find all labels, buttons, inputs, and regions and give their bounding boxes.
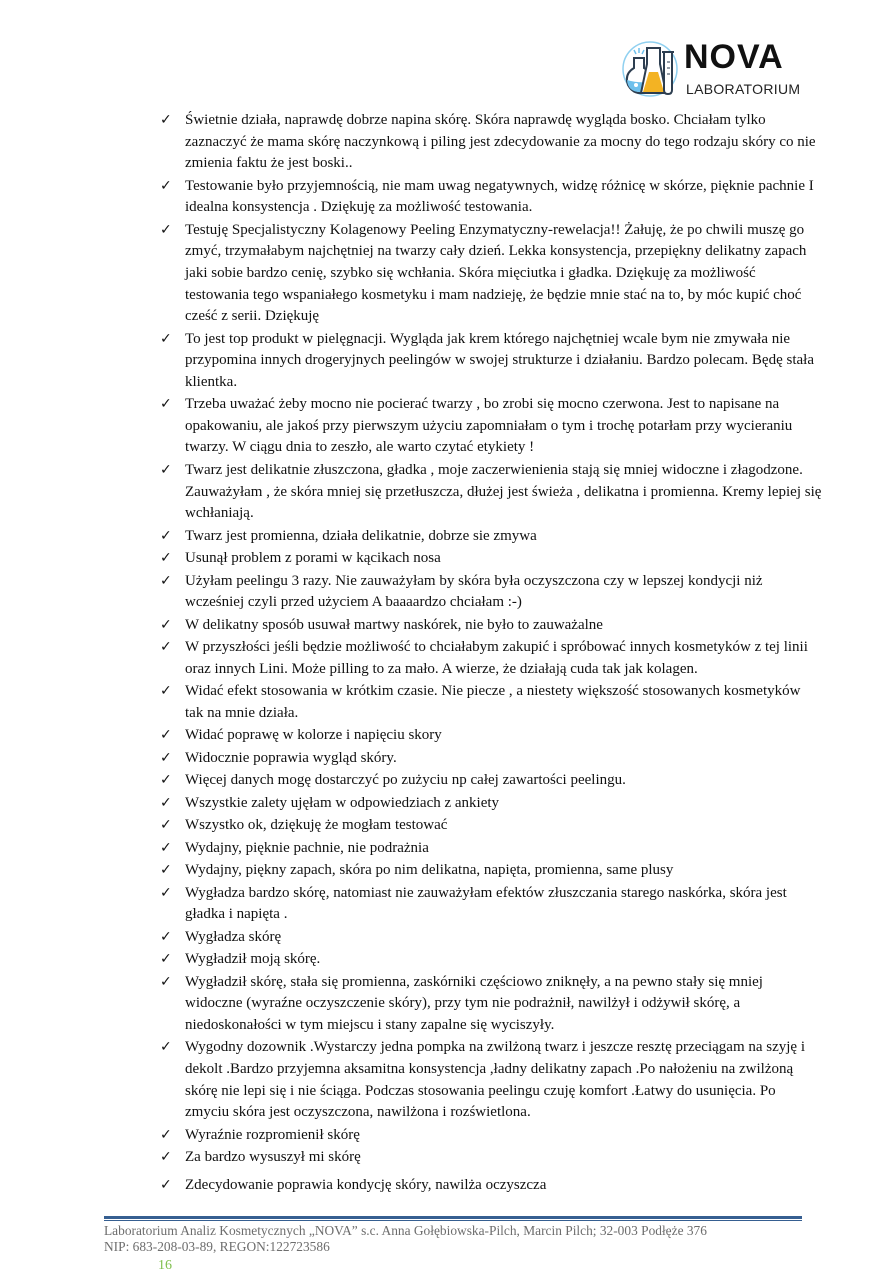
review-item xyxy=(158,1175,822,1197)
checkmark-icon: ✓ xyxy=(160,862,172,879)
review-item xyxy=(158,460,822,525)
checkmark-icon: ✓ xyxy=(160,1126,172,1143)
checkmark-icon: ✓ xyxy=(160,527,172,544)
checkmark-icon: ✓ xyxy=(160,683,172,700)
checkmark-icon: ✓ xyxy=(160,928,172,945)
review-text: Wyraźnie rozpromienił skórę xyxy=(185,1126,360,1143)
review-text: Wydajny, pięknie pachnie, nie podrażnia xyxy=(185,839,429,856)
review-item xyxy=(158,176,822,219)
review-text: Widać efekt stosowania w krótkim czasie. Nie piecze , a niestety większość stosowanych kosmetyków tak na mnie działa. xyxy=(185,683,801,721)
review-text: W delikatny sposób usuwał martwy naskórek, nie było to zauważalne xyxy=(185,616,603,633)
review-item xyxy=(158,860,822,882)
footer-block xyxy=(104,1216,802,1287)
review-text: Twarz jest delikatnie złuszczona, gładka , moje zaczerwienienia stają się mniej widoczne i złagodzone. Zauważyłam , że skóra mniej się przetłuszcza, dłużej jest świeża , delikatna i promienna. Kremy lepiej się wchłaniają. xyxy=(185,461,822,522)
review-text: Wygładził skórę, stała się promienna, zaskórniki częściowo zniknęły, a na pewno stały się mniej widoczne (wyraźne oczyszczenie skóry), przy tym nie podrażnił, nawilżył i odżywił skórę, a niedoskonałości w tym miejscu i stany zapalne się wyciszyły. xyxy=(185,973,763,1033)
review-text: Wygodny dozownik .Wystarczy jedna pompka na zwilżoną twarz i jeszcze resztę przeciągam na szyję i dekolt .Bardzo przyjemna aksamitna konsystencja ,ładny delikatny zapach .Po nałożeniu na zwilżoną skórę nie lepi się i nie ściąga. Podczas stosowania peelingu czuję komfort .Łatwy do usunięcia. Po zmyciu skóra jest oczyszczona, nawilżona i rozświetlona. xyxy=(185,1039,806,1121)
review-item xyxy=(158,110,822,175)
review-text: Wszystkie zalety ujęłam w odpowiedziach z ankiety xyxy=(185,794,500,811)
review-item xyxy=(158,793,822,815)
review-item xyxy=(158,394,822,459)
checkmark-icon: ✓ xyxy=(160,817,172,834)
review-item xyxy=(158,748,822,770)
review-item xyxy=(158,883,822,926)
review-text: Trzeba uważać żeby mocno nie pocierać twarzy , bo zrobi się mocno czerwona. Jest to napisane na opakowaniu, ale jakoś przy pierwszym użyciu zapomniałam o tym i trochę potarłam przy wycieraniu twarzy. W ciągu dnia to zeszło, ale warto czytać etykiety ! xyxy=(185,396,793,456)
checkmark-icon: ✓ xyxy=(160,749,172,766)
checkmark-icon: ✓ xyxy=(160,727,172,744)
checkmark-icon: ✓ xyxy=(160,396,172,413)
footer-rule-thin xyxy=(104,1220,802,1221)
review-item xyxy=(158,725,822,747)
review-text: Za bardzo wysuszył mi skórę xyxy=(185,1149,361,1166)
checkmark-icon: ✓ xyxy=(160,572,172,589)
checkmark-icon: ✓ xyxy=(160,839,172,856)
review-text: Wygładził moją skórę. xyxy=(185,951,321,968)
review-item xyxy=(158,770,822,792)
review-text: Wygładza skórę xyxy=(185,928,282,945)
review-item xyxy=(158,329,822,394)
checkmark-icon: ✓ xyxy=(160,884,172,901)
review-item xyxy=(158,571,822,614)
review-item xyxy=(158,637,822,680)
review-text: To jest top produkt w pielęgnacji. Wygląda jak krem którego najchętniej wcale bym nie zmywała nie przypomina innych drogeryjnych peelingów w swojej strukturze i działaniu. Bardzo polecam. Będę stała klientka. xyxy=(185,330,814,390)
review-item xyxy=(158,681,822,724)
logo-title: NOVA xyxy=(684,38,784,76)
checkmark-icon: ✓ xyxy=(160,1039,172,1056)
review-item xyxy=(158,220,822,328)
footer xyxy=(104,1223,802,1255)
checkmark-icon: ✓ xyxy=(160,330,172,347)
review-text: Twarz jest promienna, działa delikatnie, dobrze sie zmywa xyxy=(185,527,537,544)
footer-registration-line: NIP: 683-208-03-89, REGON:122723586 xyxy=(104,1239,330,1255)
review-text: Usunął problem z porami w kącikach nosa xyxy=(185,550,441,567)
review-item xyxy=(158,972,822,1037)
review-item xyxy=(158,838,822,860)
checkmark-icon: ✓ xyxy=(160,973,172,990)
review-text: Testowanie było przyjemnością, nie mam uwag negatywnych, widzę różnicę w skórze, pięknie pachnie I idealna konsystencja . Dziękuję za możliwość testowania. xyxy=(185,177,814,216)
checkmark-icon: ✓ xyxy=(160,1149,172,1166)
review-text: Wszystko ok, dziękuję że mogłam testować xyxy=(185,817,448,834)
review-item xyxy=(158,548,822,570)
review-item xyxy=(158,1125,822,1147)
review-text: W przyszłości jeśli będzie możliwość to chciałabym zakupić i spróbować innych kosmetyków z tej linii oraz innych Lini. Może pilling to za mało. A wierze, że działają cuda tak jak kolagen. xyxy=(185,639,808,677)
checkmark-icon: ✓ xyxy=(160,772,172,789)
review-item xyxy=(158,1147,822,1169)
checkmark-icon: ✓ xyxy=(160,1176,172,1193)
checkmark-icon: ✓ xyxy=(160,616,172,633)
checkmark-icon: ✓ xyxy=(160,221,172,238)
review-item xyxy=(158,949,822,971)
review-item xyxy=(158,615,822,637)
review-text: Wygładza bardzo skórę, natomiast nie zauważyłam efektów złuszczania starego naskórka, skóra jest gładka i napięta . xyxy=(185,884,787,923)
nova-logo xyxy=(620,38,810,102)
review-text: Zdecydowanie poprawia kondycję skóry, nawilża oczyszcza xyxy=(185,1176,547,1193)
checkmark-icon: ✓ xyxy=(160,461,172,478)
review-item xyxy=(158,927,822,949)
review-text: Świetnie działa, naprawdę dobrze napina skórę. Skóra naprawdę wygląda bosko. Chciałam tylko zaznaczyć że mama skórę naczynkową i piling jest zdecydowanie za mocny do tego rodzaju skóry co nie zmienia faktu że jest boski.. xyxy=(185,112,816,172)
footer-company-line: Laboratorium Analiz Kosmetycznych „NOVA” s.c. Anna Gołębiowska-Pilch, Marcin Pilch; 32-003 Podłęże 376 xyxy=(104,1223,707,1239)
checkmark-icon: ✓ xyxy=(160,112,172,128)
review-text: Użyłam peelingu 3 razy. Nie zauważyłam by skóra była oczyszczona czy w lepszej kondycji niż wcześniej czyli przed użyciem A baaaardzo chciałam :-) xyxy=(185,572,763,611)
review-item xyxy=(158,1037,822,1123)
logo-subtitle: LABORATORIUM xyxy=(686,81,801,97)
review-item xyxy=(158,815,822,837)
review-text: Testuję Specjalistyczny Kolagenowy Peeling Enzymatyczny-rewelacja!! Żałuję, że po chwili muszę go zmyć, trzymałabym najchętniej na twarzy cały dzień. Lekka konsystencja, przepiękny delikatny zapach jaki sobie bardzo cenię, szybko się wchłania. Skóra mięciutka i gładka. Dziękuję za możliwość testowania tego wspaniałego kosmetyku i mam nadzieję, że będzie mnie stać na to, by móc kupić choć cześć z serii. Dziękuję xyxy=(185,221,807,325)
checkmark-icon: ✓ xyxy=(160,550,172,567)
review-text: Wydajny, piękny zapach, skóra po nim delikatna, napięta, promienna, same plusy xyxy=(185,862,674,879)
footer-rule xyxy=(104,1216,802,1219)
checkmark-icon: ✓ xyxy=(160,177,172,194)
checkmark-icon: ✓ xyxy=(160,639,172,656)
review-text: Widać poprawę w kolorze i napięciu skory xyxy=(185,727,442,744)
review-text: Więcej danych mogę dostarczyć po zużyciu np całej zawartości peelingu. xyxy=(185,772,626,789)
review-item xyxy=(158,526,822,548)
lab-flasks-icon xyxy=(620,38,680,100)
checkmark-icon: ✓ xyxy=(160,951,172,968)
review-text: Widocznie poprawia wygląd skóry. xyxy=(185,749,397,766)
page-number: 16 xyxy=(158,1258,172,1274)
checkmark-icon: ✓ xyxy=(160,794,172,811)
review-list xyxy=(158,110,822,1196)
